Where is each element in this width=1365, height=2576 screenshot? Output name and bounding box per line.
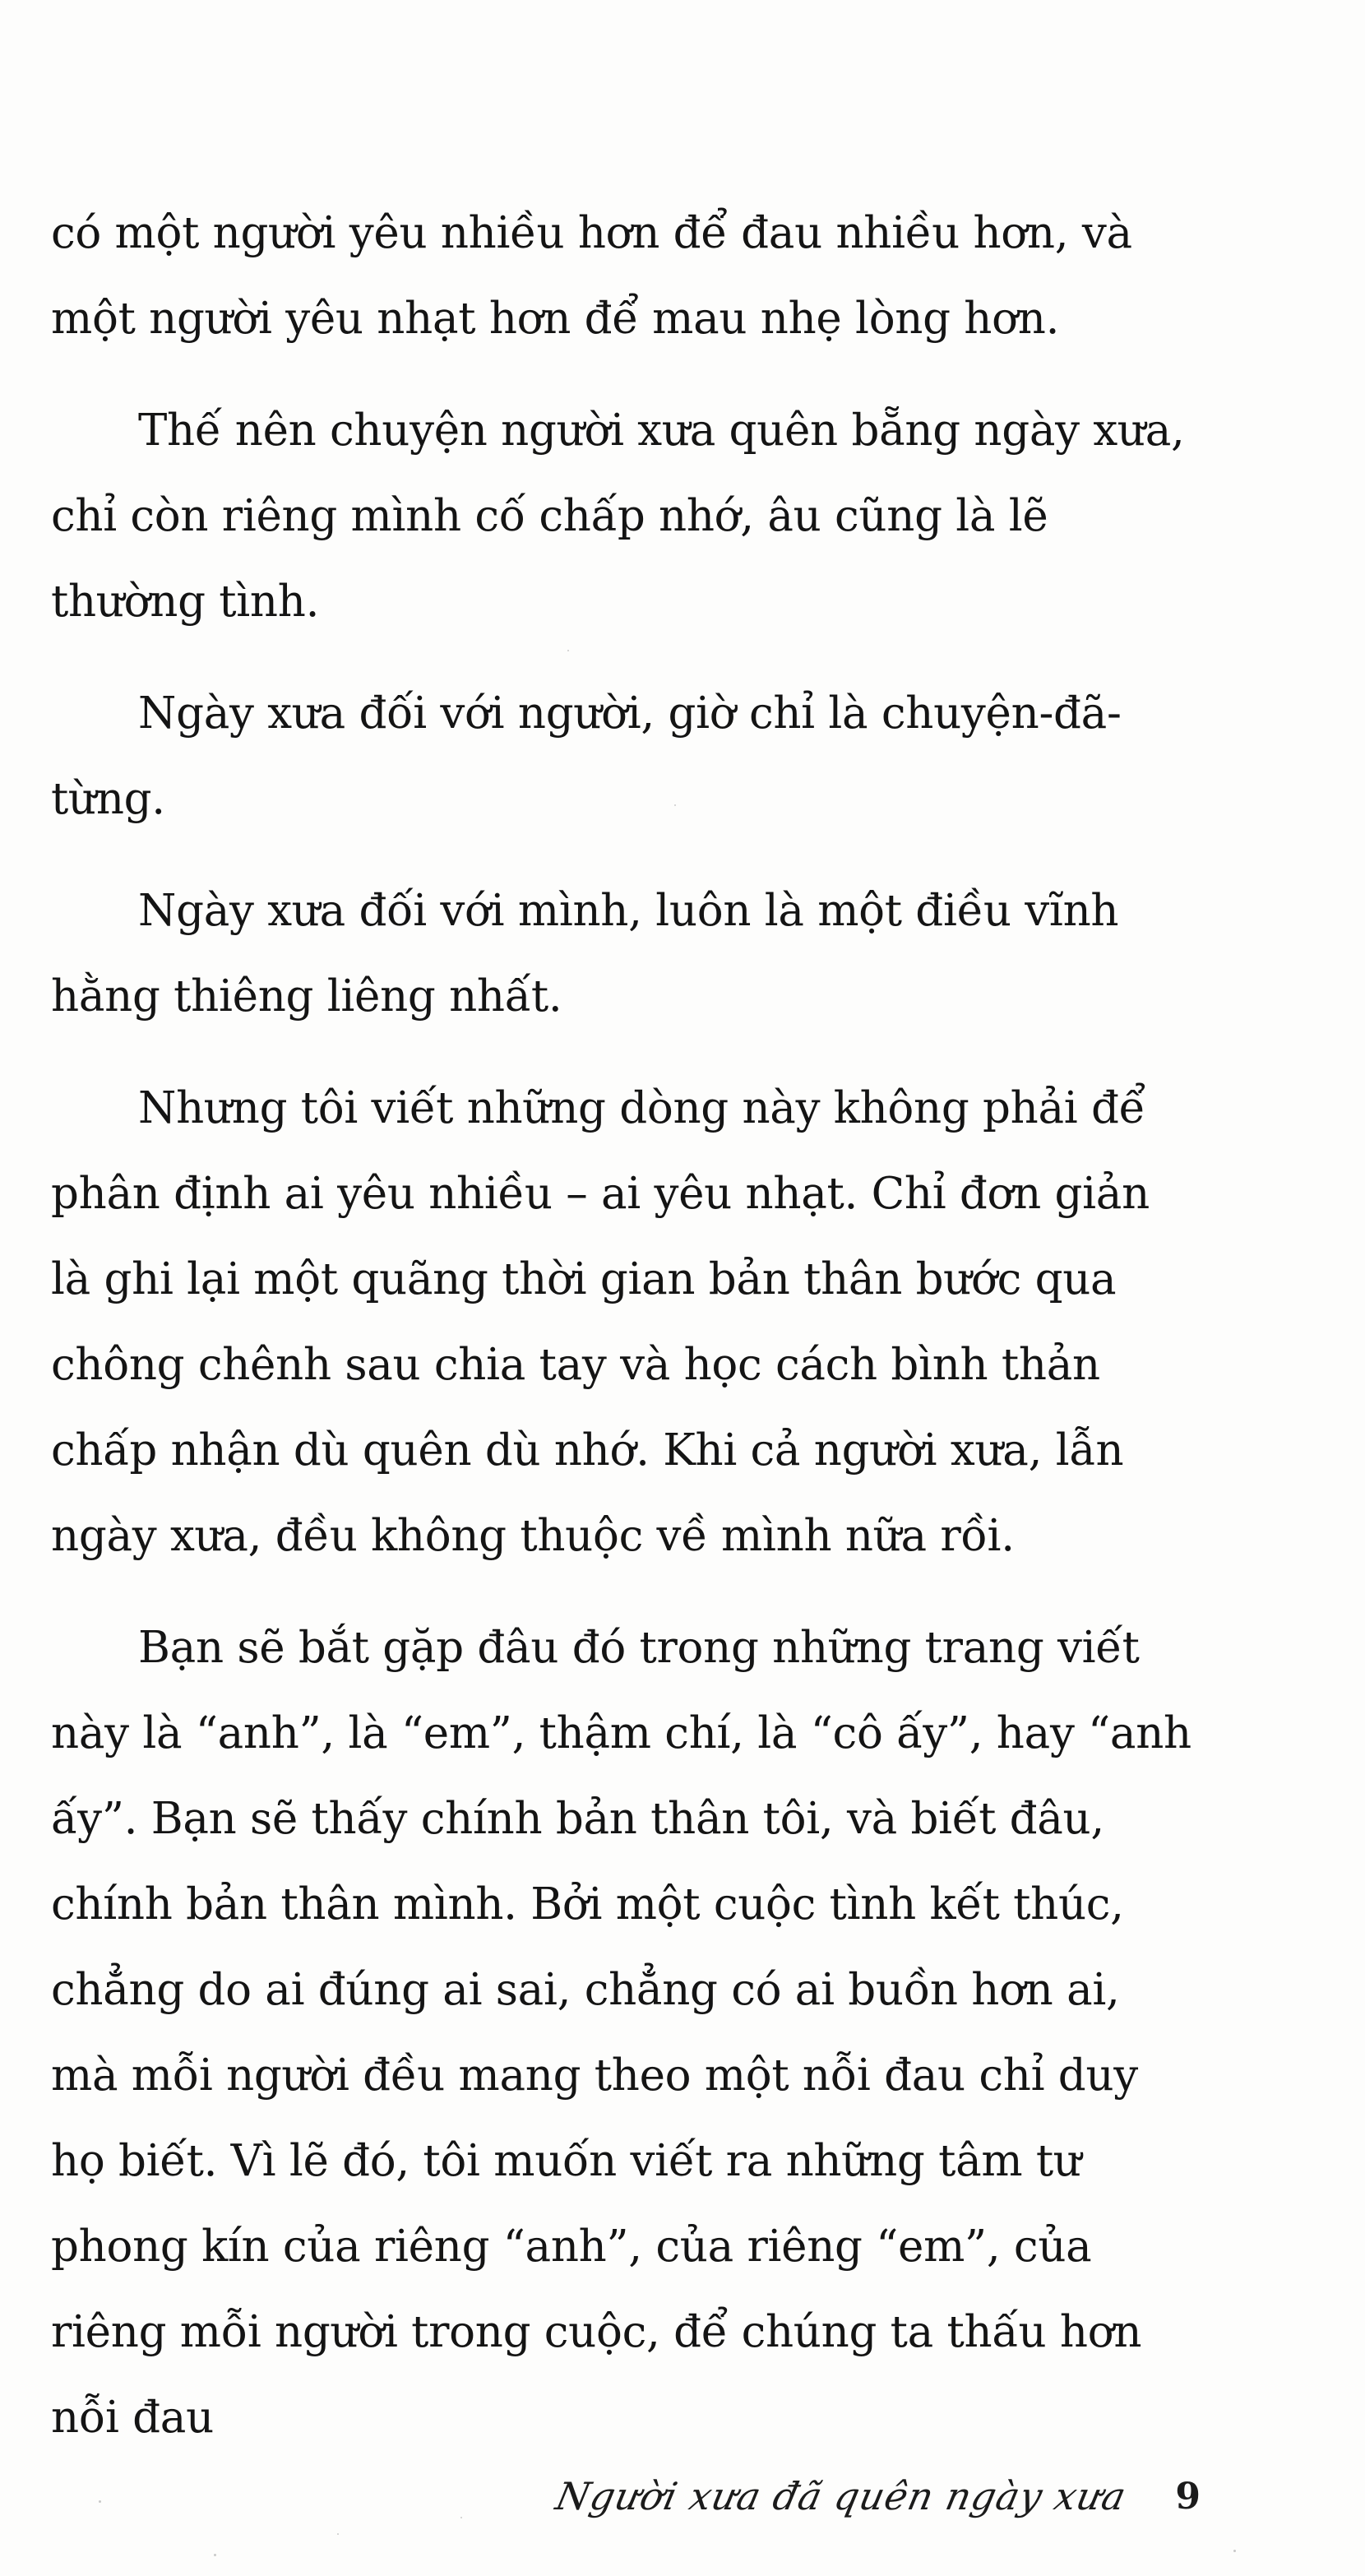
body-text [51, 191, 1194, 2487]
paragraph-5: Nhưng tôi viết những dòng này không phải để phân định ai yêu nhiều – ai yêu nhạt. Chỉ đơn giản là ghi lại một quãng thời gian bản thân bước qua chông chênh sau chia tay và học cách bình thản chấp nhận dù quên dù nhớ. Khi cả người xưa, lẫn ngày xưa, đều không thuộc về mình nữa rồi. [51, 1083, 1150, 1561]
scan-speckle [674, 804, 676, 806]
scan-speckle [214, 2554, 216, 2556]
running-title: Người xưa đã quên ngày xưa [552, 2474, 1131, 2518]
scan-speckle [460, 2517, 462, 2518]
scan-speckle [337, 2533, 339, 2535]
paragraph-4: Ngày xưa đối với mình, luôn là một điều vĩnh hằng thiêng liêng nhất. [51, 886, 1119, 1022]
paragraph-1: có một người yêu nhiều hơn để đau nhiều hơn, và một người yêu nhạt hơn để mau nhẹ lòng hơn. [51, 208, 1132, 344]
page-footer [552, 2459, 1201, 2533]
scan-speckle [99, 2500, 101, 2503]
scan-speckle [1233, 2550, 1236, 2552]
paragraph-3: Ngày xưa đối với người, giờ chỉ là chuyện-đã-từng. [51, 688, 1122, 824]
paragraph-2: Thế nên chuyện người xưa quên bẵng ngày xưa, chỉ còn riêng mình cố chấp nhớ, âu cũng là lẽ thường tình. [51, 405, 1185, 627]
scan-speckle [567, 650, 569, 651]
page-number: 9 [1175, 2475, 1201, 2518]
paragraph-6: Bạn sẽ bắt gặp đâu đó trong những trang viết này là “anh”, là “em”, thậm chí, là “cô ấy”, hay “anh ấy”. Bạn sẽ thấy chính bản thân tôi, và biết đâu, chính bản thân mình. Bởi một cuộc tình kết thúc, chẳng do ai đúng ai sai, chẳng có ai buồn hơn ai, mà mỗi người đều mang theo một nỗi đau chỉ duy họ biết. Vì lẽ đó, tôi muốn viết ra những tâm tư phong kín của riêng “anh”, của riêng “em”, của riêng mỗi người trong cuộc, để chúng ta thấu hơn nỗi đau [51, 1623, 1191, 2443]
